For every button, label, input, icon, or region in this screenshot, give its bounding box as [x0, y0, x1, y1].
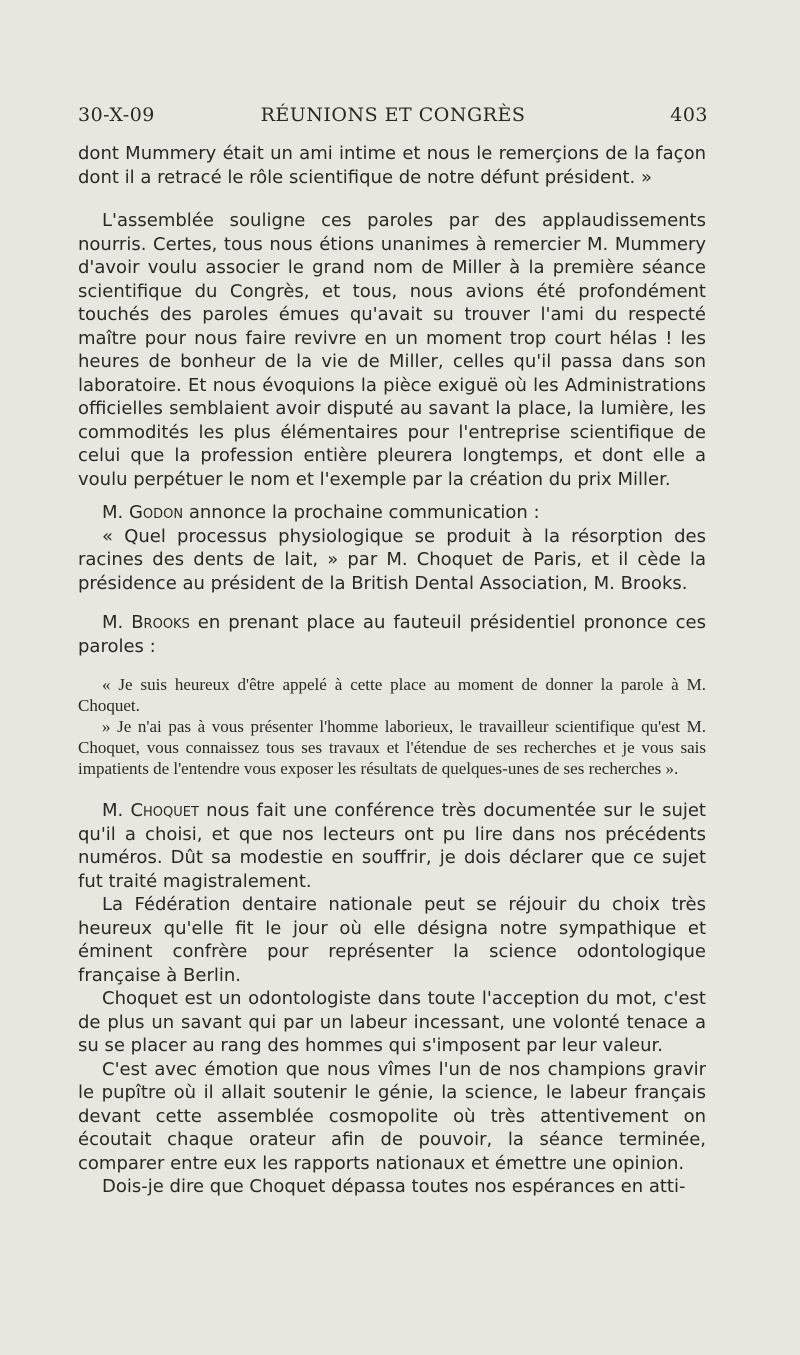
paragraph-emotion: C'est avec émotion que nous vîmes l'un de nos champions gravir le pupître où il allait soutenir le génie, la science, le labeur français devant cette assemblée cosmopolite où très attentivement on écoutait chaque orateur afin de pouvoir, la séance terminée, comparer entre eux les rapports nationaux et émettre une opinion.	[78, 1058, 706, 1174]
speaker-name: Godon	[128, 502, 184, 523]
paragraph-choquet	[78, 799, 706, 893]
speaker-prefix: M.	[102, 612, 132, 633]
speaker-prefix: M.	[102, 800, 131, 821]
page-number: 403	[670, 104, 708, 126]
body-text	[78, 142, 706, 1199]
paragraph-godon	[78, 501, 706, 525]
running-header	[78, 104, 708, 134]
paragraph-final: Dois-je dire que Choquet dépassa toutes nos espérances en atti-	[102, 1176, 686, 1197]
paragraph-text: en prenant place au fauteuil présidentiel prononce ces paroles :	[78, 612, 706, 657]
paragraph-communication-title: « Quel processus physiologique se produit à la résorption des racines des dents de lait, » par M. Choquet de Paris, et il cède la présidence au président de la British Dental Association, M. Brooks.	[78, 525, 706, 594]
paragraph-odontologiste: Choquet est un odontologiste dans toute l'acception du mot, c'est de plus un savant qui par un labeur incessant, une volonté tenace a su se placer au rang des hommes qui s'imposent par leur valeur.	[78, 988, 706, 1056]
header-date: 30-X-09	[78, 104, 155, 126]
speaker-name: Brooks	[131, 612, 190, 633]
speaker-name: Choquet	[130, 800, 199, 821]
paragraph-quote-1: « Je suis heureux d'être appelé à cette place au moment de donner la parole à M. Choquet.	[78, 675, 706, 715]
paragraph-continuation: dont Mummery était un ami intime et nous le remerçions de la façon dont il a retracé le rôle scientifique de notre défunt président. »	[78, 143, 706, 188]
header-title: RÉUNIONS ET CONGRÈS	[260, 104, 526, 126]
speaker-prefix: M.	[102, 502, 129, 523]
paragraph-text: nous fait une conférence très documentée sur le sujet qu'il a choisi, et que nos lecteurs ont pu lire dans nos précédents numéros. Dût sa modestie en souffrir, je dois déclarer que ce sujet fut traité magistralement.	[78, 800, 706, 892]
paragraph-assemblee: L'assemblée souligne ces paroles par des applaudissements nourris. Certes, tous nous étions unanimes à remercier M. Mummery d'avoir voulu associer le grand nom de Miller à la première séance scientifique du Congrès, et tous, nous avions été profondément touchés des paroles émues qu'avait su trouver l'ami du respecté maître pour nous faire revivre en un moment trop court hélas ! les heures de bonheur de la vie de Miller, celles qu'il passa dans son laboratoire. Et nous évoquions la pièce exiguë où les Administrations officielles semblaient avoir disputé au savant la place, la lumière, les commodités les plus élémentaires pour l'entreprise scientifique de celui que la profession entière pleurera longtemps, et dont elle a voulu perpétuer le nom et l'exemple par la création du prix Miller.	[78, 210, 706, 490]
paragraph-quote-2: » Je n'ai pas à vous présenter l'homme laborieux, le travailleur scientifique qu'est M. Choquet, vous connaissez tous ses travaux et l'étendue de ses recherches et je vous sais impatients de l'entendre vous exposer les résultats de quelques-unes de ses recherches ».	[78, 717, 706, 778]
paragraph-text: annonce la prochaine communication :	[183, 502, 540, 523]
paragraph-brooks	[78, 611, 706, 658]
paragraph-federation: La Fédération dentaire nationale peut se réjouir du choix très heureux qu'elle fit le jour où elle désigna notre sympathique et éminent confrère pour représenter la science odontologique française à Berlin.	[78, 894, 706, 986]
